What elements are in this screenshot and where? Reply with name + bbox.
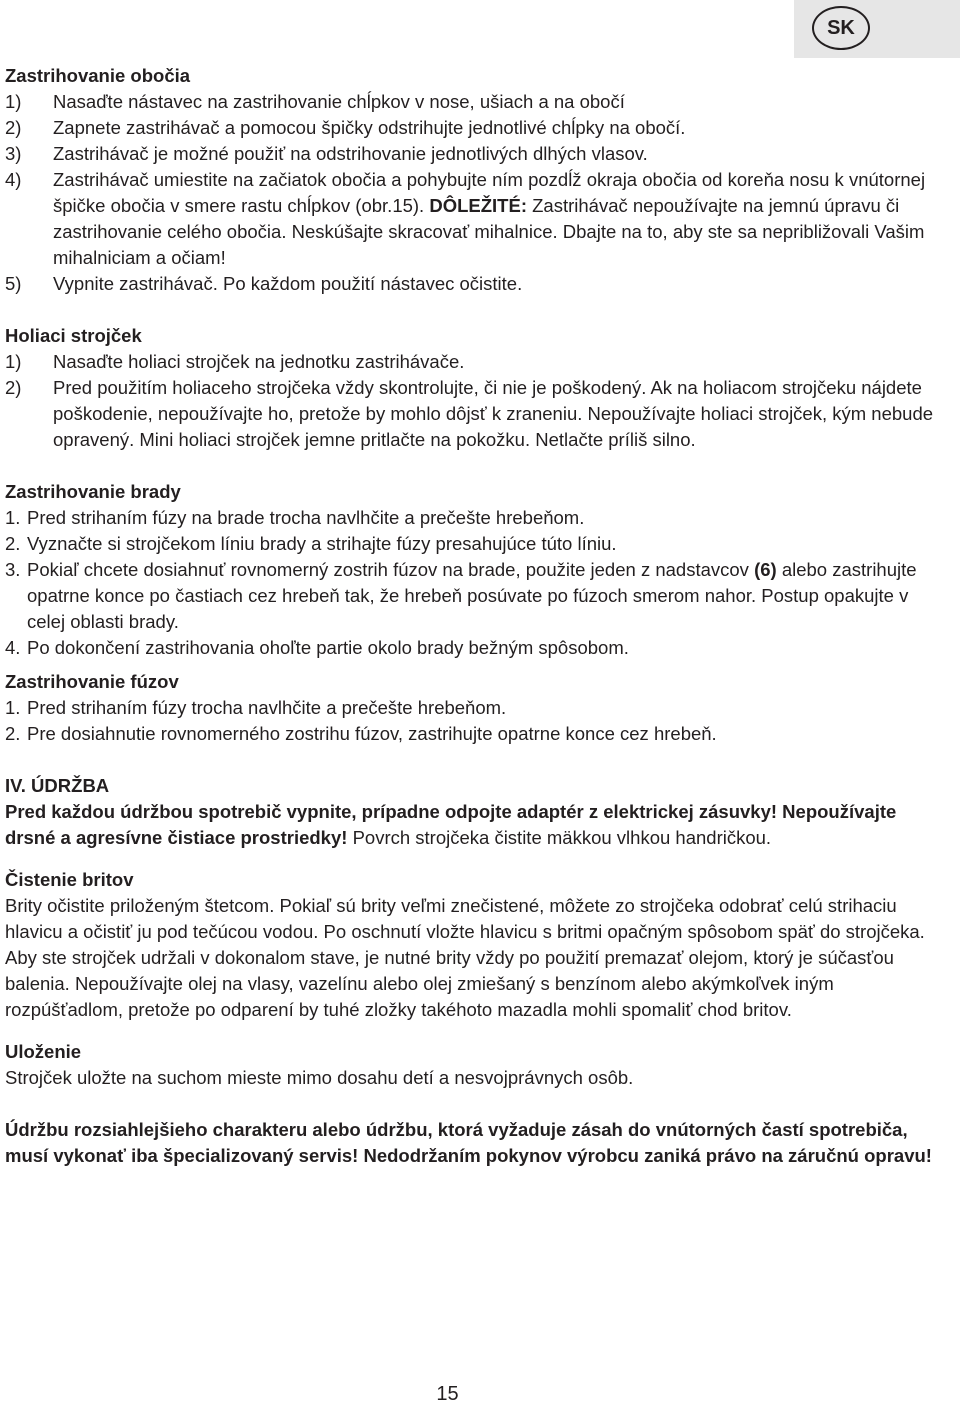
list-item bbox=[5, 141, 945, 167]
section-storage bbox=[5, 1039, 945, 1091]
maintenance-warning: Pred každou údržbou spotrebič vypnite, prípadne odpojte adaptér z elektrickej zásuvky! Nepoužívajte drsné a agresívne čistiace prostriedky! bbox=[5, 801, 897, 848]
list-item bbox=[5, 531, 945, 557]
section-blade-cleaning bbox=[5, 867, 945, 1023]
section-mustache-trimming bbox=[5, 669, 945, 747]
section-title: Čistenie britov bbox=[5, 869, 134, 890]
attachment-reference: (6) bbox=[754, 559, 777, 580]
section-maintenance bbox=[5, 773, 945, 851]
list-item bbox=[5, 635, 945, 661]
item-text: Pred strihaním fúzy na brade trocha navlhčite a prečešte hrebeňom. bbox=[27, 507, 585, 528]
item-number: 1. bbox=[5, 697, 21, 718]
item-number: 3. bbox=[5, 559, 21, 580]
item-number: 2. bbox=[5, 723, 21, 744]
item-text: Zapnete zastrihávač a pomocou špičky odstrihujte jednotlivé chĺpky na obočí. bbox=[53, 117, 686, 138]
item-text: Nasaďte holiaci strojček na jednotku zastrihávače. bbox=[53, 351, 465, 372]
section-title: IV. ÚDRŽBA bbox=[5, 775, 110, 796]
list-item bbox=[5, 89, 945, 115]
section-title: Uloženie bbox=[5, 1041, 82, 1062]
section-eyebrow-trimming bbox=[5, 63, 945, 297]
list-item bbox=[5, 271, 945, 297]
paragraph: Strojček uložte na suchom mieste mimo dosahu detí a nesvojprávnych osôb. bbox=[5, 1067, 634, 1088]
item-number: 1) bbox=[5, 91, 22, 112]
item-number: 3) bbox=[5, 143, 22, 164]
list-item bbox=[5, 695, 945, 721]
item-number: 1. bbox=[5, 507, 21, 528]
language-badge-area bbox=[794, 0, 960, 58]
item-text bbox=[27, 557, 945, 635]
section-shaver bbox=[5, 323, 945, 453]
list-item bbox=[5, 505, 945, 531]
language-badge: SK bbox=[812, 6, 870, 50]
item-number: 1) bbox=[5, 351, 22, 372]
section-title: Zastrihovanie obočia bbox=[5, 65, 191, 86]
item-text-part: Pokiaľ chcete dosiahnuť rovnomerný zostrih fúzov na brade, použite jeden z nadstavcov bbox=[27, 559, 749, 580]
item-text: Pre dosiahnutie rovnomerného zostrihu fúzov, zastrihujte opatrne konce cez hrebeň. bbox=[27, 723, 717, 744]
item-text: Pred strihaním fúzy trocha navlhčite a prečešte hrebeňom. bbox=[27, 697, 507, 718]
item-text: Po dokončení zastrihovania ohoľte partie okolo brady bežným spôsobom. bbox=[27, 637, 629, 658]
list-item bbox=[5, 557, 945, 635]
list-item bbox=[5, 115, 945, 141]
item-text: Vyznačte si strojčekom líniu brady a strihajte fúzy presahujúce túto líniu. bbox=[27, 533, 617, 554]
item-text bbox=[53, 167, 945, 271]
page-content bbox=[5, 63, 945, 1169]
paragraph: Aby ste strojček udržali v dokonalom stave, je nutné brity vždy po použití premazať olejom, ktorý je súčasťou balenia. Nepoužívajte olej na vlasy, vazelínu alebo olej zmiešaný s benzínom alebo akýmkoľvek iným rozpúšťadlom, pretože po odparení by tuhé zložky takéhoto mazadla mohli spomaliť chod britov. bbox=[5, 947, 894, 1020]
item-text-part: Zastrihávač umiestite na začiatok obočia a pohybujte ním pozdĺž okraja obočia od koreňa nosu k vnútornej špičke obočia v smere rastu chĺpkov (obr.15). bbox=[53, 169, 926, 216]
item-text: Pred použitím holiaceho strojčeka vždy skontrolujte, či nie je poškodený. Ak na holiacom strojčeku nájdete poškodenie, nepoužívajte ho, pretože by mohlo dôjsť k zraneniu. Nepoužívajte holiaci strojček, kým nebude opravený. Mini holiaci strojček jemne pritlačte na pokožku. Netlačte príliš silno. bbox=[53, 377, 934, 450]
section-title: Holiaci strojček bbox=[5, 325, 142, 346]
list-item bbox=[5, 721, 945, 747]
list-item bbox=[5, 375, 945, 453]
item-text: Zastrihávač je možné použiť na odstrihovanie jednotlivých dlhých vlasov. bbox=[53, 143, 648, 164]
item-number: 2) bbox=[5, 117, 22, 138]
item-text: Vypnite zastrihávač. Po každom použití nástavec očistite. bbox=[53, 273, 523, 294]
item-number: 4) bbox=[5, 169, 22, 190]
item-number: 2) bbox=[5, 377, 22, 398]
item-number: 5) bbox=[5, 273, 22, 294]
paragraph: Brity očistite priloženým štetcom. Pokiaľ sú brity veľmi znečistené, môžete zo strojčeka odobrať celú strihaciu hlavicu a očistiť ju pod tečúcou vodou. Po oschnutí vložte hlavicu s britmi opačným spôsobom späť do strojčeka. bbox=[5, 895, 925, 942]
item-number: 4. bbox=[5, 637, 21, 658]
item-text-part: Zastrihávač nepoužívajte na jemnú úpravu či zastrihovanie celého obočia. Neskúšajte skracovať mihalnice. Dbajte na to, aby ste sa nepribližovali Vašim mihalniciam a očiam! bbox=[53, 195, 925, 268]
section-beard-trimming bbox=[5, 479, 945, 661]
list-item bbox=[5, 349, 945, 375]
list-item bbox=[5, 167, 945, 271]
section-title: Zastrihovanie brady bbox=[5, 481, 181, 502]
service-warning: Údržbu rozsiahlejšieho charakteru alebo údržbu, ktorá vyžaduje zásah do vnútorných častí spotrebiča, musí vykonať iba špecializovaný servis! Nedodržaním pokynov výrobcu zaniká právo na záručnú opravu! bbox=[5, 1119, 932, 1166]
maintenance-paragraph bbox=[5, 799, 945, 851]
item-text-part: alebo zastrihujte opatrne konce po častiach cez hrebeň tak, že hrebeň posúvate po fúzoch smerom nahor. Postup opakujte v celej oblasti brady. bbox=[27, 559, 917, 632]
important-label: DÔLEŽITÉ: bbox=[429, 195, 527, 216]
item-number: 2. bbox=[5, 533, 21, 554]
section-title: Zastrihovanie fúzov bbox=[5, 671, 179, 692]
item-text: Nasaďte nástavec na zastrihovanie chĺpkov v nose, ušiach a na obočí bbox=[53, 91, 625, 112]
maintenance-text: Povrch strojčeka čistite mäkkou vlhkou handričkou. bbox=[352, 827, 772, 848]
page-number: 15 bbox=[436, 1383, 459, 1405]
